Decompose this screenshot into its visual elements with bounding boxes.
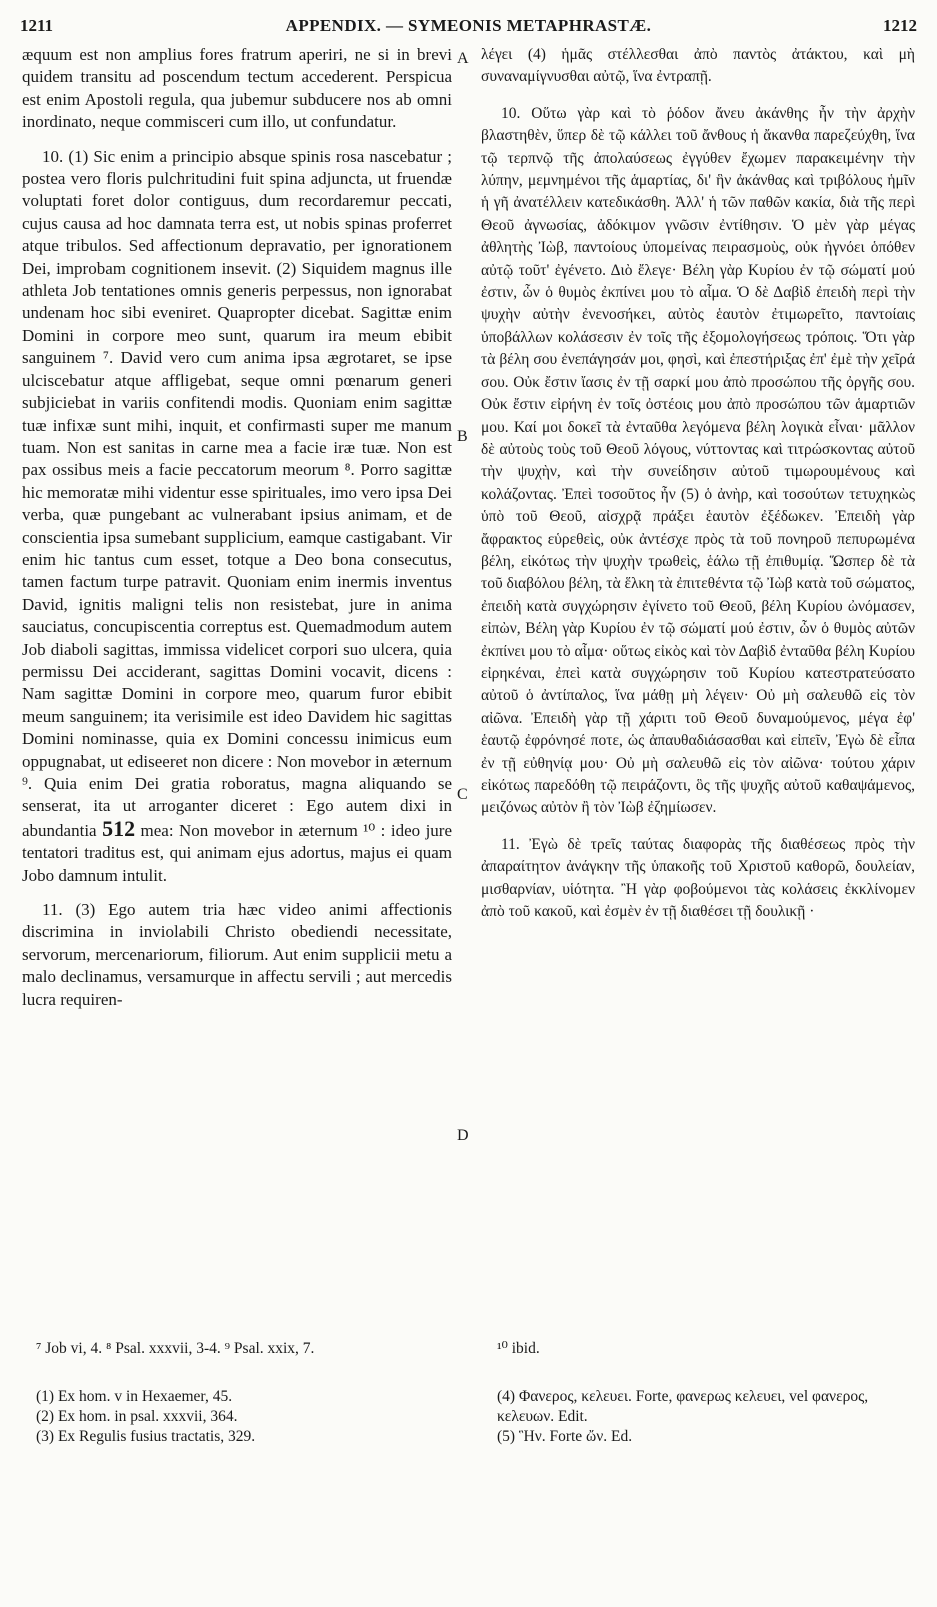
footnote-3: (3) Ex Regulis fusius tractatis, 329. [36,1428,256,1445]
footnote-1: (1) Ex hom. v in Hexaemer, 45. [36,1388,233,1405]
margin-marker-c: C [457,786,468,803]
greek-column [481,44,915,923]
page-number-right: 1212 [883,16,917,35]
scripture-notes-left: ⁷ Job vi, 4. ⁸ Psal. xxxvii, 3-4. ⁹ Psal. xxix, 7. [36,1340,315,1357]
footnote-4: (4) Φανερος, κελευει. Forte, φανερως κελευει, vel φανερος, κελευων. Edit. [497,1388,869,1425]
column-number: 512 [102,815,136,841]
latin-paragraph-1: æquum est non amplius fores fratrum aperiri, ne si in brevi quidem transitu ad poscendum tectum accederent. Perspicua est enim Apostoli regula, qua jubemur subducere nos ab omni inordinato, neque commisceri cum illo, ut confundatur. [22,45,452,132]
footnote-5: (5) Ἣν. Forte ὤν. Ed. [497,1428,633,1445]
margin-marker-b: B [457,428,468,445]
footnotes-right [497,1387,917,1447]
margin-marker-a: A [457,50,469,67]
footnote-2: (2) Ex hom. in psal. xxxvii, 364. [36,1408,238,1425]
greek-paragraph-1: λέγει (4) ἡμᾶς στέλλεσθαι ἀπὸ παντὸς ἀτάκτου, καὶ μὴ συναναμίγνυσθαι αὐτῷ, ἵνα ἐντραπῇ. [481,46,915,86]
scripture-notes-right: ¹⁰ ibid. [497,1340,540,1357]
page-number-left: 1211 [20,16,54,35]
latin-paragraph-2 [22,146,452,887]
running-header [20,16,917,40]
latin-paragraph-3: 11. (3) Ego autem tria hæc video animi affectionis discrimina in inviolabili Christo obediendi necessitate, servorum, mercenariorum, filiorum. Aut enim supplicii metu a malo declinamus, versamurque in affectu servili ; aut mercedis lucra requiren- [22,900,452,1009]
margin-marker-d: D [457,1127,469,1144]
greek-paragraph-3: 11. Ἐγὼ δὲ τρεῖς ταύτας διαφορὰς τῆς διαθέσεως πρὸς τὴν ἀπαραίτητον ἀνάγκην τῆς ὑπακοῆς τοῦ Χριστοῦ καθορῶ, δουλείαν, μισθαρνίαν, υἱότητα. Ἢ γὰρ φοβούμενοι τὰς κολάσεις ἐκκλίνομεν ἀπὸ τοῦ κακοῦ, καὶ ἐσμὲν ἐν τῇ διαθέσει τῇ δουλικῇ · [481,835,915,921]
footnotes-left [36,1387,456,1447]
greek-paragraph-2: 10. Οὕτω γὰρ καὶ τὸ ῥόδον ἄνευ ἀκάνθης ἦν τὴν ἀρχὴν βλαστηθὲν, ὕπερ δὲ τῷ κάλλει τοῦ ἄνθους ἡ ἄκανθα παρεζεύχθη, ἵνα τῷ τερπνῷ τῆς ἀπολαύσεως ἐγγύθεν ἔχωμεν παρακειμένην τὴν λύπην, μεμνημένοι τῆς ἁμαρτίας, δι' ἣν ἀκάνθας καὶ τριβόλους ἡμῖν ἡ γῆ ἀνατέλλειν κατεδικάσθη. Ἀλλ' ἡ τῶν παθῶν κακία, διὰ τῆς περὶ Θεοῦ ἀγνωσίας, ἀδόκιμον γνῶσιν ἐντίθησιν. Ὁ μὲν γὰρ μέγας ἀθλητὴς Ἰὼβ, παντοίους ὑπομείνας πειρασμοὺς, οὐκ ἠγνόει ὁπόθεν αὐτῷ τοῦτ' ἐγένετο. Διὸ ἔλεγε· Βέλη γὰρ Κυρίου ἐν τῷ σώματί μού ἐστιν, ὧν ὁ θυμὸς ἐκπίνει μου τὸ αἷμα. Ὁ δὲ Δαβὶδ ἐπειδὴ περὶ τὴν ψυχὴν αὐτὴν ἐνενοσήκει, αὐτὸς ἑαυτὸν ἐτιμωρεῖτο, παντοίαις ὑποβάλλων κολάσεσιν ἐν τοῖς τῆς ἐξομολογήσεως τρόποις. Ὅτι γὰρ τὰ βέλη σου ἐνεπάγησάν μοι, φησὶ, καὶ ἐπεστήριξας ἐπ' ἐμὲ τὴν χεῖρά σου. Οὐκ ἔστιν ἴασις ἐν τῇ σαρκί μου ἀπὸ προσώπου τῆς ὀργῆς σου. Οὐκ ἔστιν εἰρήνη ἐν τοῖς ὀστέοις μου ἀπὸ προσώπου τῶν ἁμαρτιῶν μου. Καί μοι δοκεῖ τὰ ἐνταῦθα λεγόμενα βέλη λογικὰ εἶναι· μᾶλλον δὲ αὐτοὺς τοὺς τοῦ Θεοῦ λόγους, νύττοντας καὶ τιτρώσκοντας αὐτοῦ τὴν ψυχὴν, καὶ τὴν συνείδησιν αὐτοῦ τιμωρουμένους καὶ κολάζοντας. Ἐπεὶ τοσοῦτος ἦν (5) ὁ ἀνὴρ, καὶ τοσούτων τετυχηκὼς ὑπὸ τοῦ Θεοῦ, αἰσχρᾷ πράξει ἑαυτὸν ἐξέδωκεν. Ἐπειδὴ γὰρ ἄφρακτος εὑρεθεὶς, οὐκ ἀντέσχε πρὸς τὰ τοῦ πονηροῦ πεπυρωμένα βέλη, εἰκότως τὴν ψυχὴν τρωθεὶς, ἑάλω τῇ ἐπιθυμίᾳ. Ὥσπερ δὲ τὰ τοῦ διαβόλου βέλη, τὰ ἕλκη τὰ ἐπιτεθέντα τῷ Ἰὼβ κατὰ τοῦ σώματος, ἐπειδὴ κατὰ συγχώρησιν ἐγίνετο τοῦ Θεοῦ, βέλη Κυρίου ὠνόμασεν, εἰπὼν, Βέλη γὰρ Κυρίου ἐν τῷ σώματί μού ἐστιν, ὧν ὁ θυμὸς αὐτῶν ἐκπίνει μου τὸ αἷμα· οὕτως εἰκὸς καὶ τὸν Δαβὶδ ἐνταῦθα βέλη Κυρίου εἰρηκέναι, ἐπεὶ κατὰ συγχώρησιν τοῦ Κυρίου κατεστρατεύσατο αὐτοῦ ὁ ἀντίπαλος, ἵνα μάθῃ μὴ λέγειν· Οὐ μὴ σαλευθῶ εἰς τὸν αἰῶνα. Ἐπειδὴ γὰρ τῇ χάριτι τοῦ Θεοῦ δυναμούμενος, μέγα ἐφ' ἑαυτῷ ἐφρόνησέ ποτε, ὡς ἀπαυθαδιάσασθαι καὶ εἰπεῖν, Ἐγὼ δὲ εἶπα ἐν τῇ εὐθηνίᾳ μου· Οὐ μὴ σαλευθῶ εἰς τὸν αἰῶνα· τούτου χάριν εἰκότως παρεδόθη τῷ πειράζοντι, ὃς τῆς ψυχῆς αὐτοῦ καθαψάμενος, μειζόνως αὐτὸν ἢ τὸν Ἰὼβ ἐζημίωσεν. [481,104,915,817]
latin-paragraph-2-text: 10. (1) Sic enim a principio absque spinis rosa nascebatur ; postea vero floris pulchritudini fuit spina adjuncta, ut fruendæ voluptati foret dolor contiguus, dum recordaremur peccati, cujus causa ad hoc damnata terra est, ut nobis spinas proferret atque tribulos. Sed affectionum depravatio, per ignorationem Dei, improbam cognitionem insevit. (2) Siquidem magnus ille athleta Job tentationes omnis generis perpessus, non ignorabat undenam hoc sibi eveniret. Quapropter dicebat. Sagittæ enim Domini in corpore meo sunt, quarum ira meum ebibit sanguinem ⁷. David vero cum anima ipsa ægrotaret, se ipse ulciscebatur atque affligebat, seque omni pœnarum generi subjiciebat in variis confitendi modis. Quoniam enim sagittæ tuæ infixæ sunt mihi, inquit, et confirmasti super me manum tuam. Non est sanitas in carne mea a facie iræ tuæ. Non est pax ossibus meis a facie peccatorum meorum ⁸. Porro sagittæ hic memoratæ mihi videntur esse spirituales, imo vero ipsa Dei verba, quæ pungebant ac vulnerabant ipsius animam, et de conscientia ipsa sumebant supplicium, eamque castigabant. Vir enim hic tantus cum esset, totque a Deo bona consecutus, tamen factum turpe patravit. Quoniam enim inermis inventus David, ignitis maligni telis non resistebat, jure in anima sauciatus, concupiscentia correptus est. Quemadmodum autem Job diaboli sagittas, immissa videlicet corpori suo ulcera, quia permissu Dei acciderant, sagittas Domini vocavit, dicens : Nam sagittæ Domini in corpore meo, quarum furor ebibit meum sanguinem; ita verisimile est ideo Davidem hic sagittas Domini nominasse, quia ex Domini concessu inimicus eum oppugnabat, ut ediseeret non dicere : Non movebor in æternum ⁹. Quia enim Dei gratia roboratus, magna aliquando se senserat, ita ut arroganter diceret : Ego autem dixi in abundantia [22,146,452,840]
running-title: APPENDIX. — SYMEONIS METAPHRASTÆ. [285,16,652,35]
latin-column [22,44,452,1011]
latin-paragraph-2-end: mea: Non movebor in æternum ¹⁰ : ideo jure tentatori traditus est, qui animam ejus adortus, majus ei quam Jobo damnum intulit. [22,820,453,885]
